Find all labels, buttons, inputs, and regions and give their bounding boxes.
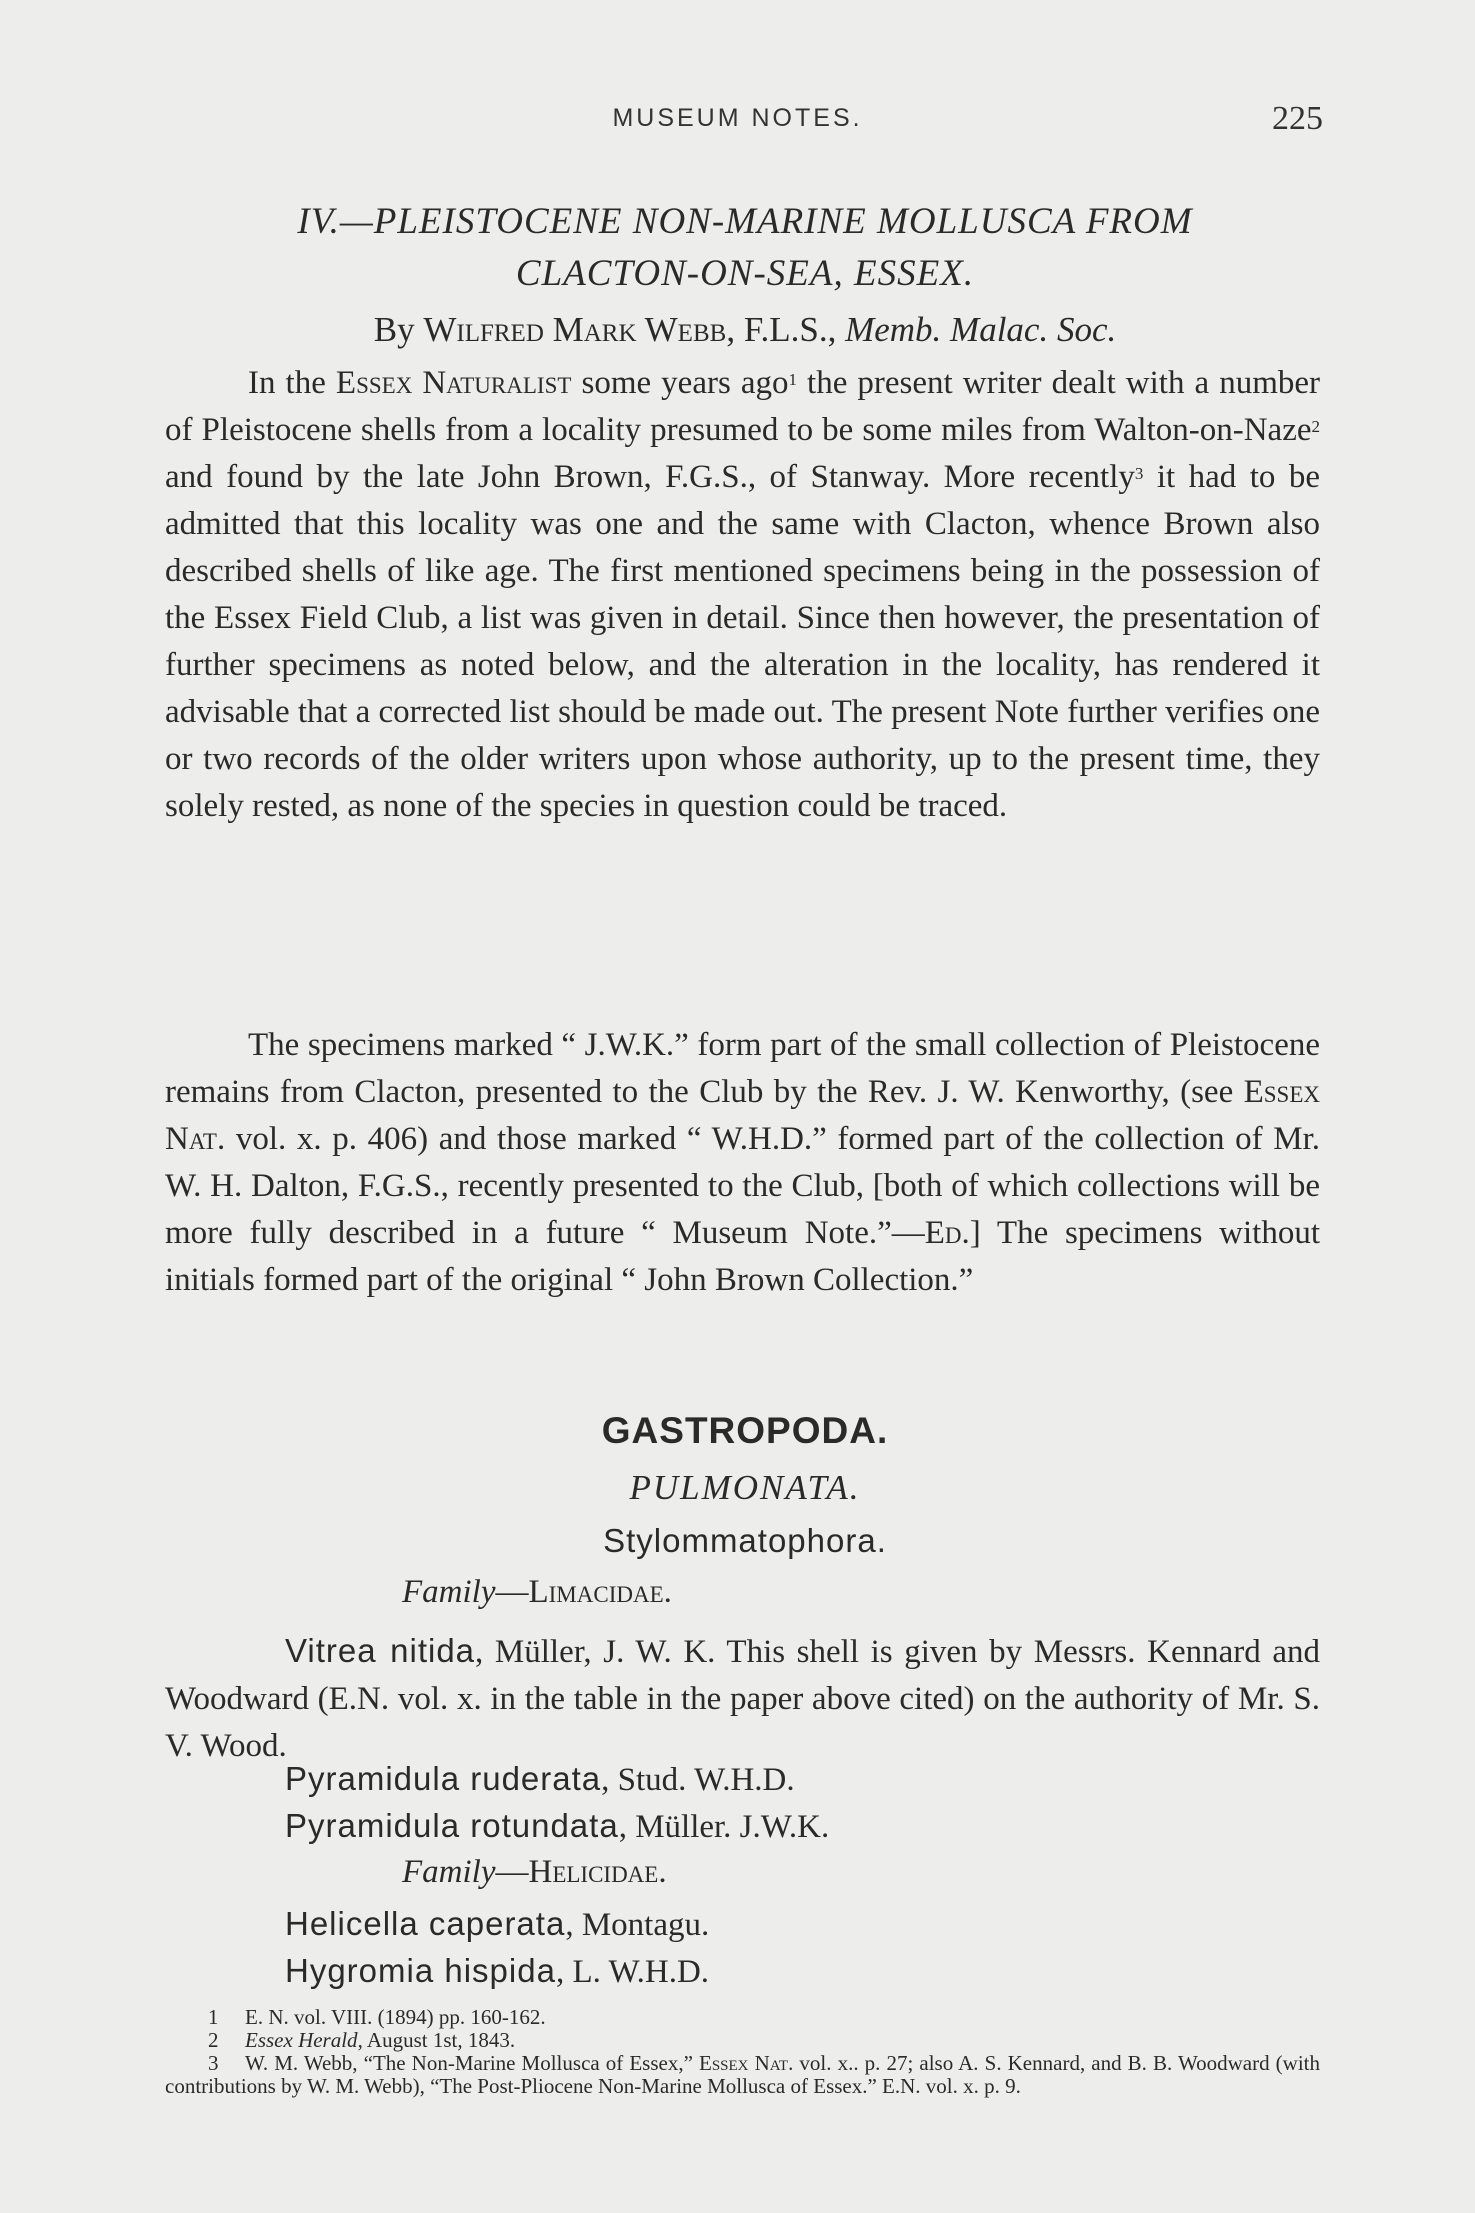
species-name: Vitrea nitida [285,1632,476,1669]
paragraph-intro [165,360,1320,830]
footnote-text: , August 1st, 1843. [357,2028,516,2052]
running-head: MUSEUM NOTES. [612,104,863,132]
byline-by: By [373,310,415,349]
paragraph-specimens [165,1022,1320,1304]
footnote-journal: Essex Nat. [699,2051,794,2075]
family-dash: — [495,1574,529,1610]
family-heading-limacidae [402,1574,672,1611]
text-run: vol. x. p. 406) and those marked “ W.H.D.” formed part of the collection of Mr. W. H. Dalton, F.G.S., recently presented to the Club, [both of which collections will be more fully described in a future “ Museum Note.”— [165,1121,1320,1251]
footnote-ref-2[interactable]: 2 [1311,417,1320,436]
species-entry-rotundata [285,1807,829,1846]
species-name: Hygromia hispida [285,1952,556,1989]
footnote-ref-3[interactable]: 3 [1134,464,1144,483]
title-line-2: CLACTON-ON-SEA, ESSEX. [515,253,975,294]
footnote-number: 2 [208,2028,219,2052]
author-credentials: , F.L.S., [726,310,846,349]
footnote-text: W. M. Webb, “The Non-Marine Mollusca of Essex,” [245,2051,699,2075]
species-authority: , Montagu. [565,1907,710,1943]
byline [165,306,1325,354]
heading-order: PULMONATA. [629,1468,861,1507]
footnote-text: E. N. vol. VIII. (1894) pp. 160-162. [245,2005,546,2029]
species-entry-caperata [285,1905,709,1944]
article-title [165,196,1325,300]
title-line-1: IV.—PLEISTOCENE NON-MARINE MOLLUSCA FROM [297,201,1193,242]
family-dash: — [495,1854,529,1890]
footnote-3 [165,2052,1320,2098]
species-authority: , Müller. J.W.K. [618,1809,830,1845]
family-name: Limacidae. [528,1574,672,1610]
family-name: Helicidae. [528,1854,667,1890]
footnotes [165,2006,1320,2098]
species-note: , Müller, J. W. K. This shell is given by Messrs. Kennard and Woodward (E.N. vol. x. in the table in the paper above cited) on the authority of Mr. S. V. Wood. [165,1634,1320,1764]
family-heading-helicidae [402,1854,667,1891]
footnote-ref-1[interactable]: 1 [788,370,797,389]
footnote-text: vol. x.. p. 27; also A. S. Kennard, and B. B. Woodward (with contributions by W. M. Webb), “The Post-Pliocene Non-Marine Mollusca of Essex.” E.N. vol. x. p. 9. [165,2051,1320,2098]
text-run: the present writer dealt with a number of Pleistocene shells from a locality presumed to be some miles from Walton-on-Naze [165,365,1320,448]
species-entry-hispida [285,1952,709,1991]
species-name: Pyramidula ruderata [285,1760,602,1797]
text-run: ] The specimens without initials formed part of the original “ John Brown Collection.” [165,1215,1321,1298]
text-run: and found by the late John Brown, F.G.S., of Stanway. More recently [165,459,1135,495]
page-number: 225 [1272,100,1323,137]
page-header [0,100,1475,140]
footnote-number: 3 [208,2051,219,2075]
species-name: Pyramidula rotundata [285,1807,619,1844]
text-run: some years ago [571,365,789,401]
species-authority: , L. W.H.D. [555,1954,710,1990]
heading-suborder: Stylommatophora. [603,1522,887,1559]
author-name: Wilfred Mark Webb [423,310,727,349]
species-entry-vitrea [165,1627,1320,1770]
heading-class: GASTROPODA. [601,1410,889,1451]
species-authority: , Stud. W.H.D. [601,1762,795,1798]
text-run: it had to be admitted that this locality was one and the same with Clacton, whence Brown also described shells of like age. The first mentioned specimens being in the possession of the Essex Field Club, a list was given in detail. Since then however, the presentation of further specimens as noted below, and the alteration in the locality, has rendered it advisable that a corrected list should be made out. The present Note further verifies one or two records of the older writers upon whose authority, up to the present time, they solely rested, as none of the species in question could be traced. [165,459,1320,824]
footnote-number: 1 [208,2005,219,2029]
author-society: Memb. Malac. Soc. [845,310,1117,349]
species-name: Helicella caperata [285,1905,566,1942]
footnote-1 [165,2006,1320,2029]
family-label: Family [402,1854,496,1890]
editor-note: Ed. [924,1215,970,1251]
family-label: Family [402,1574,496,1610]
text-run: In the [248,365,336,401]
text-run: The specimens marked “ J.W.K.” form part of the small collection of Pleistocene remains from Clacton, presented to the Club by the Rev. J. W. Kenworthy, (see [165,1027,1320,1110]
footnote-title: Essex Herald [245,2028,358,2052]
footnote-2 [165,2029,1320,2052]
species-entry-ruderata [285,1760,795,1799]
journal-name: Essex Naturalist [335,365,572,401]
journal-abbrev: Essex Nat. [165,1074,1320,1157]
